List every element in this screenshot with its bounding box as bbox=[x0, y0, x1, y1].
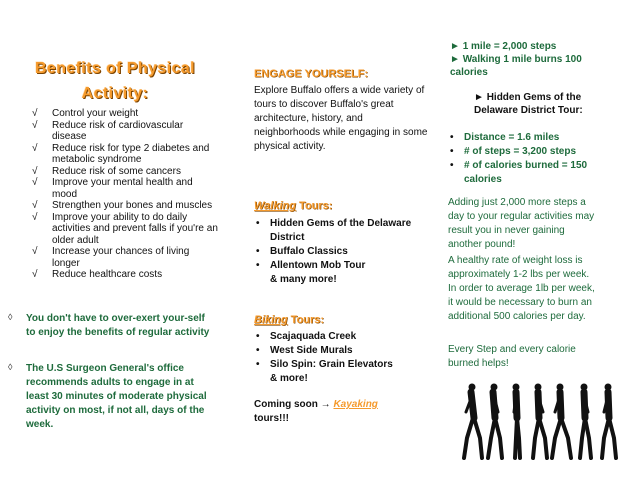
list-item: √ Increase your chances of living longer bbox=[32, 246, 190, 269]
list-item: √ Reduce risk for type 2 diabetes and metabolic syndrome bbox=[32, 142, 210, 165]
check-mark-icon: √ bbox=[32, 165, 38, 177]
walking-figure-icon bbox=[464, 384, 482, 459]
list-item: • Allentown Mob Tour bbox=[256, 260, 366, 271]
walking-tours-heading: Walking Tours: bbox=[254, 200, 333, 212]
weight-loss-paragraph: A healthy rate of weight loss is approximately 1-2 lbs per week. In order to average 1lb per week, it would be necessary to burn an additional 500 calories per day. bbox=[448, 255, 595, 322]
list-item: √ Improve your ability to do daily activities and prevent falls if you're an older adult bbox=[32, 211, 218, 246]
walking-figure-icon bbox=[602, 384, 616, 459]
engage-text: Explore Buffalo offers a wide variety of tours to discover Buffalo's great architecture, history, and neighborhoods while engaging in some physical activity. bbox=[254, 85, 428, 152]
bullet-icon: • bbox=[256, 345, 260, 356]
list-item: √ Reduce risk of cardiovascular disease bbox=[32, 119, 184, 142]
list-item: √ Reduce healthcare costs bbox=[32, 269, 163, 280]
bullet-icon: • bbox=[256, 218, 260, 229]
bullet-icon: • bbox=[450, 160, 454, 171]
check-mark-icon: √ bbox=[32, 142, 38, 154]
list-item: & more! bbox=[270, 373, 308, 384]
list-item: √ Improve your mental health and mood bbox=[32, 177, 193, 200]
engage-heading: ENGAGE YOURSELF: bbox=[254, 68, 369, 80]
bullet-icon: • bbox=[256, 246, 260, 257]
steps-paragraph: Adding just 2,000 more steps a day to your regular activities may result you in never gaining another pound! bbox=[448, 197, 595, 250]
biking-tours-list bbox=[254, 330, 432, 386]
fact-calories: ► Walking 1 mile burns 100 calories bbox=[450, 54, 582, 78]
list-item: • # of calories burned = 150 calories bbox=[450, 160, 588, 185]
arrow-right-icon: ► bbox=[474, 92, 484, 103]
list-item: • West Side Murals bbox=[256, 345, 353, 356]
biking-tours-heading: Biking Tours: bbox=[254, 314, 325, 326]
walking-figures-graphic bbox=[456, 382, 626, 462]
list-item: • Buffalo Classics bbox=[256, 246, 348, 257]
benefits-title-line2: Activity: bbox=[81, 85, 149, 102]
bullet-icon: • bbox=[256, 260, 260, 271]
bullet-icon: • bbox=[450, 146, 454, 157]
tour-stats-list bbox=[448, 131, 626, 187]
arrow-right-icon: ► bbox=[450, 54, 460, 65]
benefits-list bbox=[32, 108, 218, 281]
walking-tours-list bbox=[254, 217, 432, 287]
check-mark-icon: √ bbox=[32, 200, 38, 211]
list-item: • # of steps = 3,200 steps bbox=[450, 146, 577, 157]
benefits-title-line1: Benefits of Physical bbox=[34, 60, 196, 77]
walking-figure-icon bbox=[513, 384, 521, 459]
tour-heading: ► Hidden Gems of the Delaware District Tour: bbox=[474, 92, 583, 116]
bullet-icon: • bbox=[256, 359, 260, 370]
list-item: √ Reduce risk of some cancers bbox=[32, 165, 181, 177]
check-mark-icon: √ bbox=[32, 119, 38, 131]
list-item: √ Strengthen your bones and muscles bbox=[32, 200, 213, 211]
list-item: • Distance = 1.6 miles bbox=[450, 132, 560, 143]
walking-figure-icon bbox=[552, 384, 571, 459]
every-step-paragraph: Every Step and every calorie burned helps! bbox=[448, 344, 576, 369]
surgeon-general-note: ◊ The U.S Surgeon General's office recommends adults to engage in at least 30 minutes of moderate physical activity on most, if not all, days of the week. bbox=[8, 362, 207, 430]
walking-figure-icon bbox=[580, 384, 591, 459]
list-item: • Hidden Gems of the Delaware District bbox=[256, 218, 412, 243]
arrow-right-icon: ► bbox=[450, 41, 460, 52]
check-mark-icon: √ bbox=[32, 108, 38, 119]
list-item: √ Control your weight bbox=[32, 108, 139, 119]
list-item: & many more! bbox=[270, 274, 337, 285]
walking-figure-icon bbox=[533, 384, 547, 459]
check-mark-icon: √ bbox=[32, 211, 38, 223]
check-mark-icon: √ bbox=[32, 269, 38, 280]
fact-miles-steps: ► 1 mile = 2,000 steps bbox=[450, 41, 557, 52]
walking-figure-icon bbox=[488, 384, 502, 459]
list-item: • Scajaquada Creek bbox=[256, 331, 357, 342]
check-mark-icon: √ bbox=[32, 246, 38, 257]
check-mark-icon: √ bbox=[32, 177, 38, 188]
diamond-icon: ◊ bbox=[8, 312, 13, 322]
diamond-icon: ◊ bbox=[8, 362, 13, 372]
bullet-icon: • bbox=[450, 132, 454, 143]
bullet-icon: • bbox=[256, 331, 260, 342]
coming-soon-text: Coming soon → Kayaking tours!!! bbox=[254, 399, 378, 424]
list-item: • Silo Spin: Grain Elevators bbox=[256, 359, 393, 370]
no-over-exert-note: ◊ You don't have to over-exert your-self to enjoy the benefits of regular activity bbox=[8, 312, 210, 338]
